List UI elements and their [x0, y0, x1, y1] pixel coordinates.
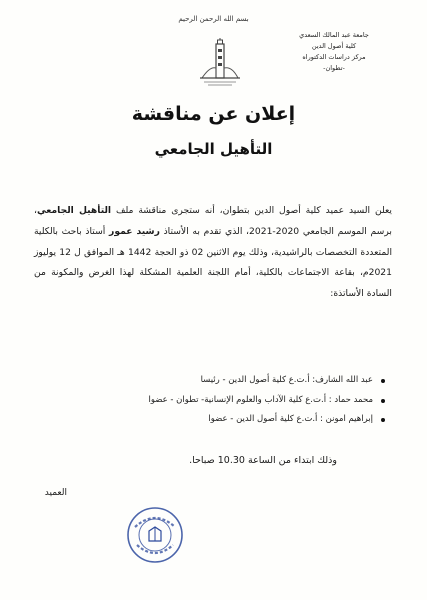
announcement-title: إعلان عن مناقشة [131, 103, 296, 125]
body-part-1: يعلن السيد عميد كلية أصول الدين بتطوان، أنه ستجرى مناقشة ملف [111, 205, 392, 216]
start-time: وذلك ابتداء من الساعة 10.30 صباحا. [189, 455, 337, 466]
faculty-logo [198, 38, 242, 90]
body-part-2: ، برسم الموسم الجامعي 2020-2021، الذي تقدم به الأستاذ [34, 205, 392, 237]
committee-member [65, 410, 385, 430]
member-text: عبد الله الشارف: أ.ت.ع كلية أصول الدين - رئيسا [200, 375, 373, 385]
dean-signature-label: العميد [44, 488, 67, 498]
bullet-icon [381, 399, 385, 403]
body-part-3: أستاذ باحث بالكلية المتعددة التخصصات بالراشيدية، وذلك يوم الاثنين 02 ذو الحجة 1442 هـ الموافق ل 12 يوليوز 2021م، بقاعة الاجتماعات بالكلية، أمام اللجنة العلمية المشكلة لهذا الغرض والمكونة من السادة الأساتذة: [34, 225, 392, 300]
announcement-subtitle: التأهيل الجامعي [154, 140, 273, 158]
committee-list [65, 371, 385, 430]
institution-header [269, 30, 399, 74]
center-name: مركز دراسات الدكتوراه [302, 53, 366, 61]
faculty-name: كلية أصول الدين [311, 42, 357, 50]
committee-member [65, 391, 385, 411]
basmala: بسم الله الرحمن الرحيم [178, 15, 249, 23]
candidate-name: رشيد عمور [109, 225, 160, 237]
announcement-body [34, 201, 392, 305]
bullet-icon [381, 418, 385, 422]
member-text: إبراهيم امونن : أ.ت.ع كلية أصول الدين - عضوا [208, 414, 373, 424]
body-bold-habilitation: التأهيل الجامعي [36, 205, 112, 216]
city-name: -تطوان- [323, 64, 345, 72]
official-stamp-icon [125, 505, 185, 565]
member-text: محمد حماد : أ.ت.ع كلية الآداب والعلوم الإنسانية- تطوان - عضوا [148, 394, 373, 405]
university-name: جامعة عبد المالك السعدي [299, 31, 369, 39]
committee-member [65, 371, 385, 391]
bullet-icon [381, 379, 385, 383]
